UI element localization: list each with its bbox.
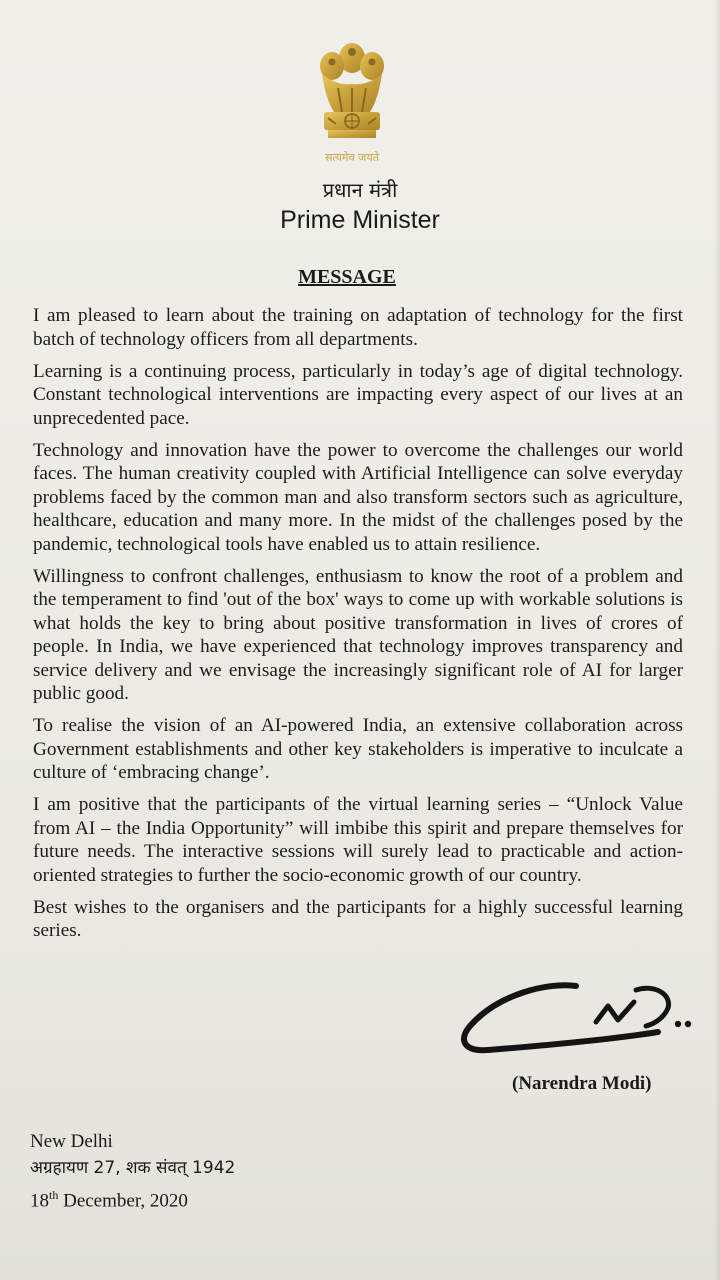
message-paragraph: I am positive that the participants of the virtual learning series – “Unlock Value from AI – the India Opportunity” will imbibe this spirit and prepare themselves for future needs. The interactive sessions will surely lead to practicable and action-oriented strategies to further the socio-economic growth of our country. <box>33 794 683 886</box>
message-paragraph: Learning is a continuing process, particularly in today’s age of digital technology. Constant technological interventions are impacting every aspect of our lives at an unprecedented pace. <box>33 360 683 429</box>
date-day: 18 <box>30 1190 49 1212</box>
signatory-name: (Narendra Modi) <box>512 1073 652 1094</box>
letterhead-title-hindi: प्रधान मंत्री <box>322 178 398 202</box>
letterhead-title-english: Prime Minister <box>280 206 440 234</box>
date-english <box>30 1182 235 1214</box>
message-body <box>33 304 683 951</box>
date-ordinal-suffix: th <box>49 1188 59 1202</box>
emblem-motto: सत्यमेव जयते <box>324 151 379 164</box>
message-paragraph: I am pleased to learn about the training on adaptation of technology for the first batch of technology officers from all departments. <box>33 305 683 350</box>
place: New Delhi <box>30 1131 113 1152</box>
message-paragraph: Technology and innovation have the power to overcome the challenges our world faces. The human creativity coupled with Artificial Intelligence can solve everyday problems faced by the common man and also transform sectors such as agriculture, healthcare, education and many more. In the midst of the challenges posed by the pandemic, technological tools have enabled us to attain resilience. <box>33 439 683 555</box>
page-edge-shadow <box>714 0 720 1280</box>
handwritten-signature <box>458 968 698 1068</box>
national-emblem-icon <box>312 38 392 168</box>
message-paragraph: Best wishes to the organisers and the participants for a highly successful learning series. <box>33 896 683 941</box>
letter-footer <box>30 1128 235 1214</box>
date-month-year: December, 2020 <box>58 1190 188 1212</box>
message-paragraph: Willingness to confront challenges, enthusiasm to know the root of a problem and the temperament to find 'out of the box' ways to come up with workable solutions is what holds the key to bring about positive transformation in lives of crores of people. In India, we have experienced that technology improves transparency and service delivery and we envisage the increasingly significant role of AI for larger public good. <box>33 565 683 704</box>
message-paragraph: To realise the vision of an AI-powered India, an extensive collaboration across Government establishments and other key stakeholders is imperative to inculcate a culture of ‘embracing change’. <box>33 715 683 783</box>
date-hindi: अग्रहायण 27, शक संवत् 1942 <box>30 1158 236 1178</box>
message-heading: MESSAGE <box>298 266 396 288</box>
